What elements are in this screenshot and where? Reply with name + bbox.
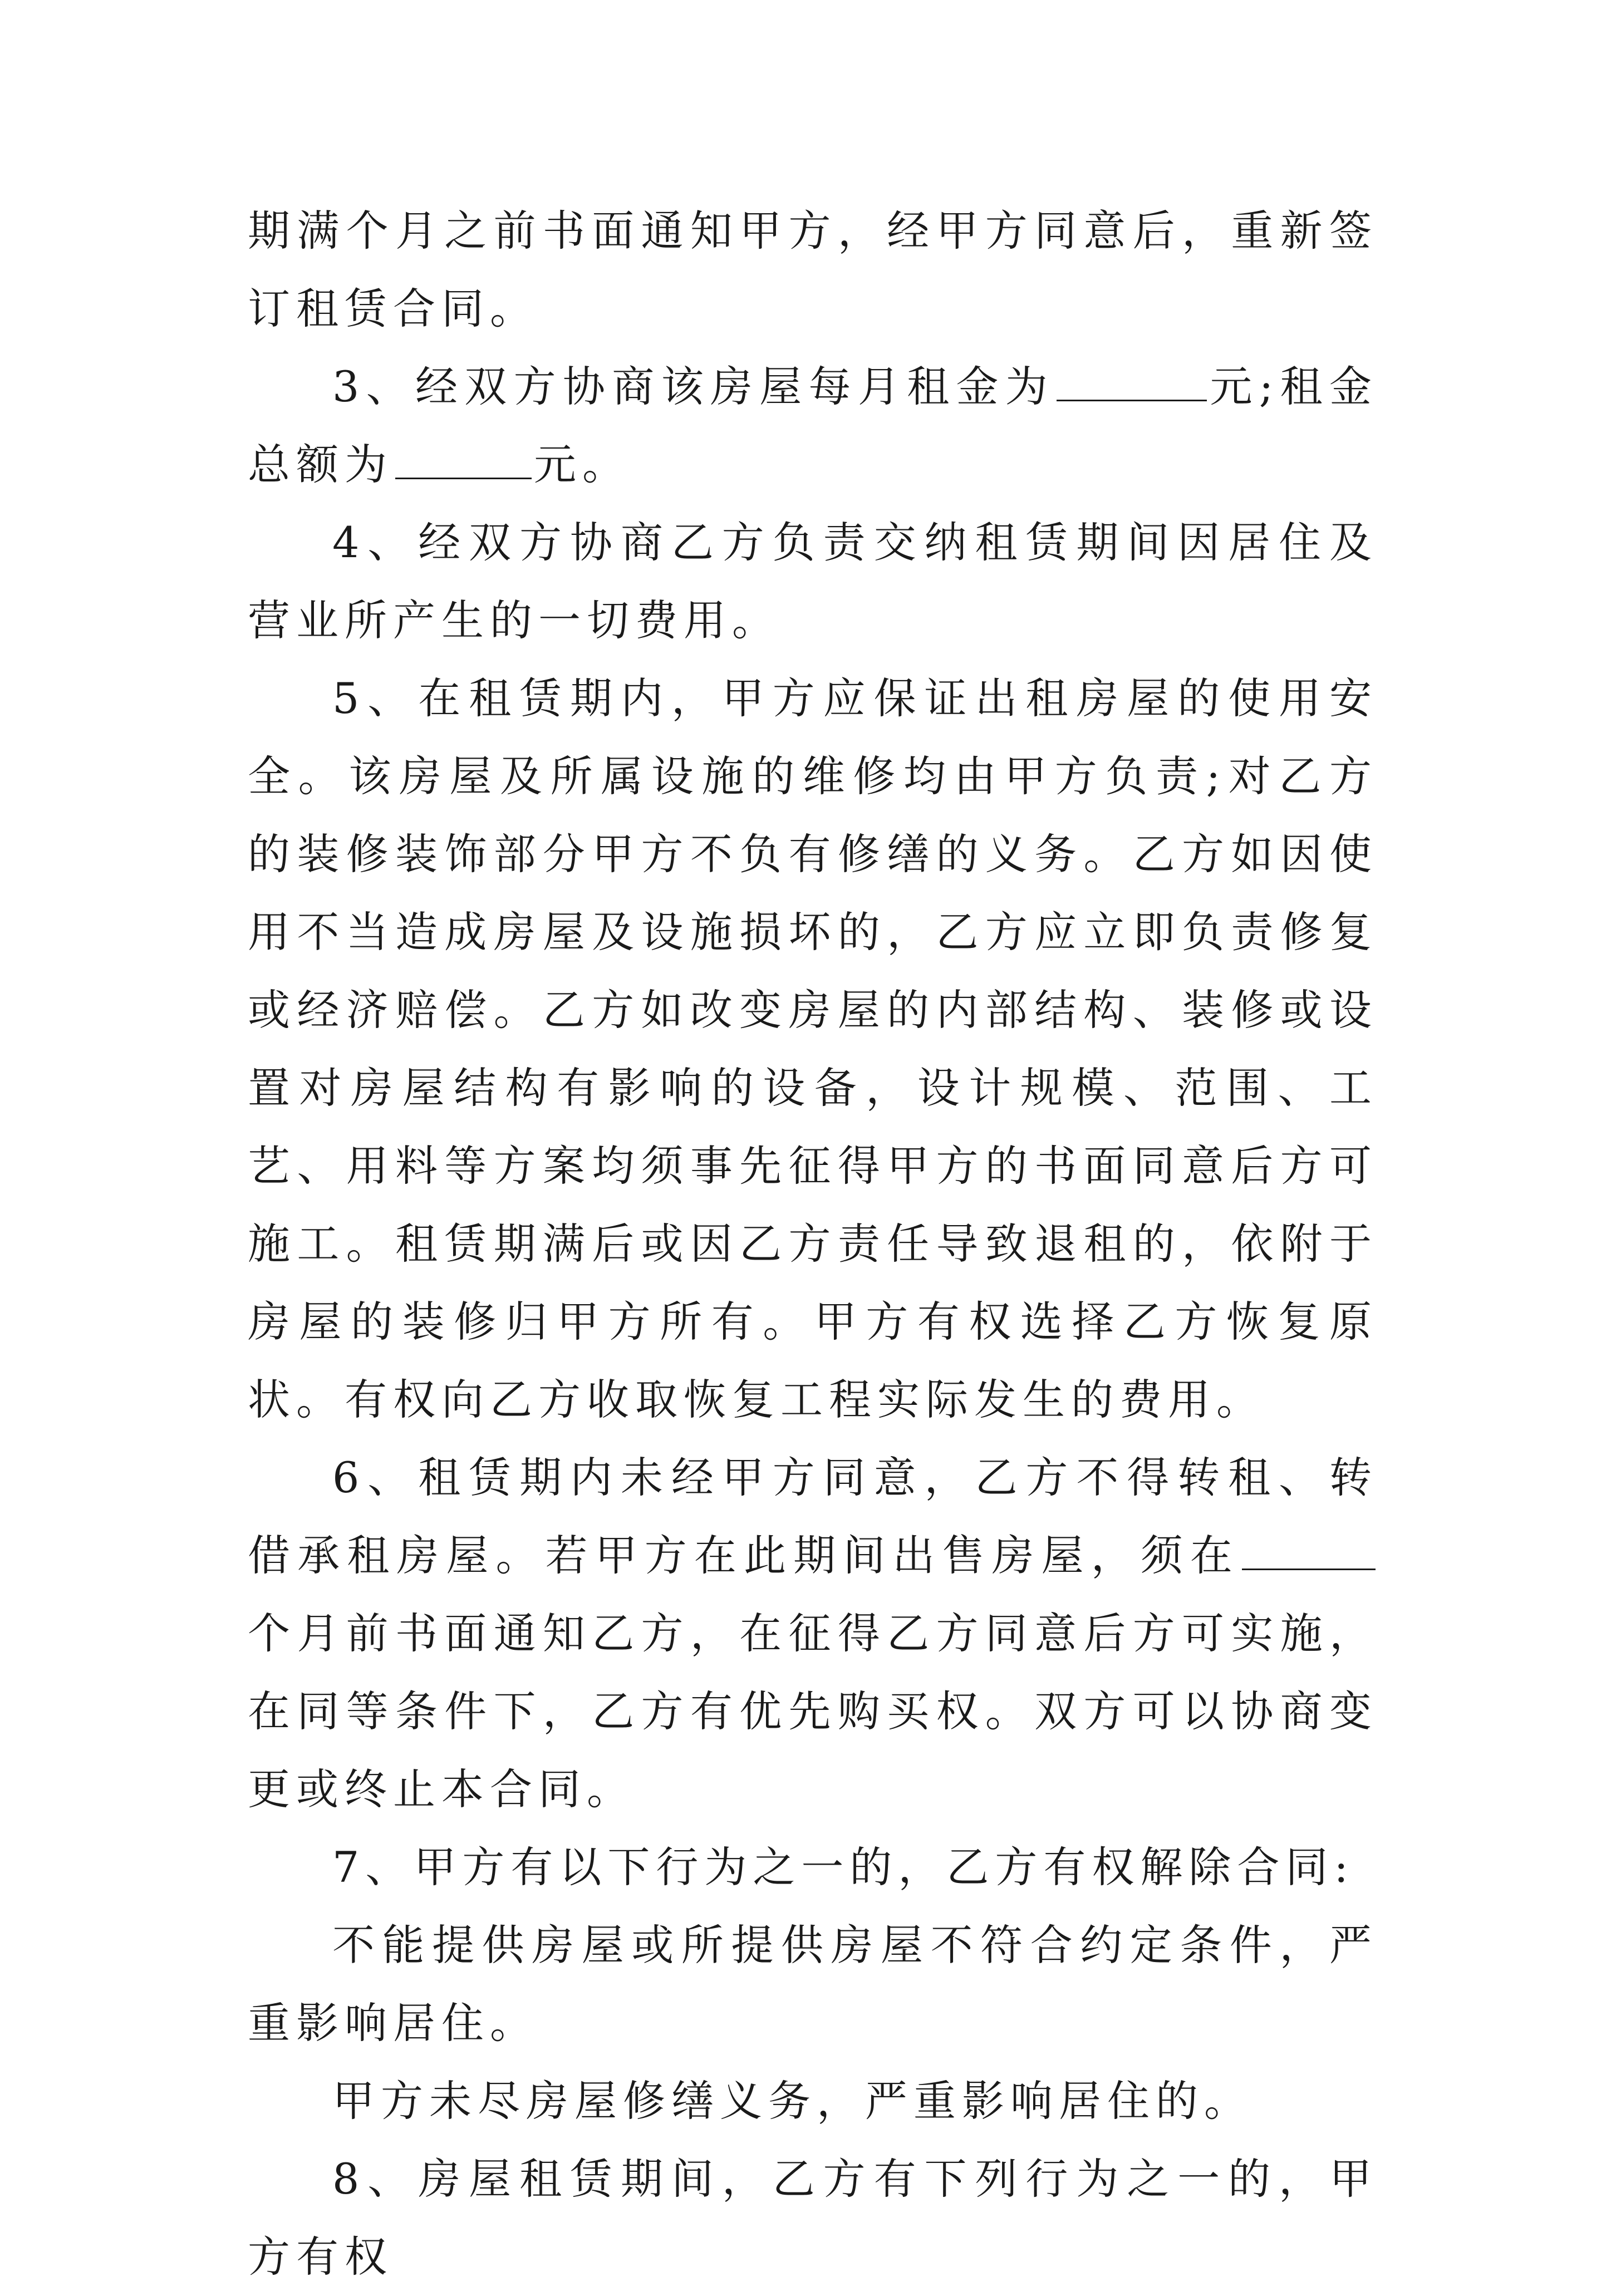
blank-total-rent (395, 444, 532, 479)
paragraph-rent-amount (248, 348, 1378, 504)
paragraph-lessee-violations (248, 2140, 1378, 2296)
paragraph-maintenance (248, 660, 1378, 1439)
paragraph-condition-2 (248, 2062, 1378, 2140)
paragraph-text: 6、租赁期内未经甲方同意，乙方不得转租、转借承租房屋。若甲方在此期间出售房屋，须在 (248, 1453, 1378, 1580)
paragraph-condition-1 (248, 1906, 1378, 2062)
blank-notice-months (1242, 1535, 1376, 1570)
document-body (248, 192, 1378, 2296)
paragraph-text: 元。 (534, 440, 631, 489)
paragraph-text: 个月前书面通知乙方，在征得乙方同意后方可实施，在同等条件下，乙方有优先购买权。双方可以协商变更或终止本合同。 (248, 1609, 1378, 1814)
paragraph-text: 元;租金总额为 (248, 362, 1378, 489)
paragraph-text: 8、房屋租赁期间，乙方有下列行为之一的，甲方有权 (248, 2154, 1378, 2282)
paragraph-text: 3、经双方协商该房屋每月租金为 (332, 362, 1055, 411)
paragraph-text: 不能提供房屋或所提供房屋不符合约定条件，严重影响居住。 (248, 1920, 1378, 2048)
paragraph-text: 期满个月之前书面通知甲方，经甲方同意后，重新签订租赁合同。 (248, 206, 1378, 333)
paragraph-text: 4、经双方协商乙方负责交纳租赁期间因居住及营业所产生的一切费用。 (248, 518, 1378, 645)
paragraph-text: 甲方未尽房屋修缮义务，严重影响居住的。 (332, 2076, 1253, 2126)
paragraph-sublease (248, 1439, 1378, 1828)
paragraph-termination-rights (248, 1828, 1378, 1906)
paragraph-text: 5、在租赁期内，甲方应保证出租房屋的使用安全。该房屋及所属设施的维修均由甲方负责;对乙方的装修装饰部分甲方不负有修缮的义务。乙方如因使用不当造成房屋及设施损坏的，乙方应立即负责修复或经济赔偿。乙方如改变房屋的内部结构、装修或设置对房屋结构有影响的设备，设计规模、范围、工艺、用料等方案均须事先征得甲方的书面同意后方可施工。租赁期满后或因乙方责任导致退租的，依附于房屋的装修归甲方所有。甲方有权选择乙方恢复原状。有权向乙方收取恢复工程实际发生的费用。 (248, 673, 1378, 1424)
paragraph-fees (248, 504, 1378, 660)
paragraph-lease-renewal (248, 192, 1378, 348)
paragraph-text: 7、甲方有以下行为之一的，乙方有权解除合同: (332, 1842, 1354, 1892)
blank-monthly-rent (1057, 366, 1207, 401)
